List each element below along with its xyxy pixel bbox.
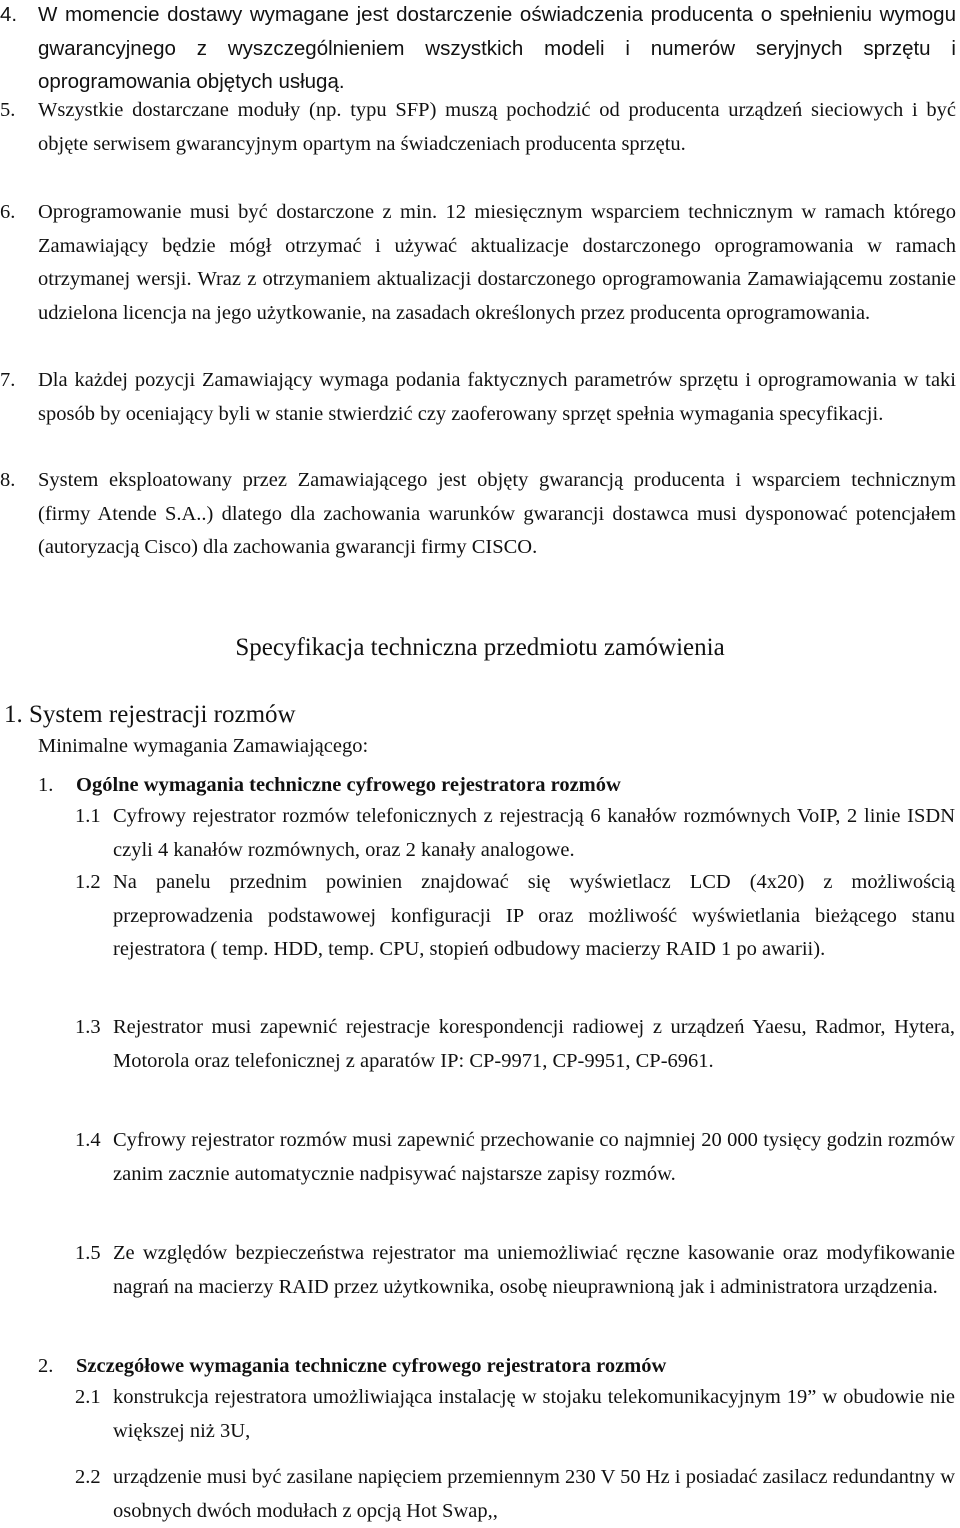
item-text: urządzenie musi być zasilane napięciem przemiennym 230 V 50 Hz i posiadać zasilacz redundantny w osobnych dwóch modułach z opcją Hot Swap,, xyxy=(113,1466,955,1522)
list-item-number: 8. xyxy=(0,469,16,491)
requirement-item-1-1 xyxy=(75,800,955,867)
section-title: System rejestracji rozmów xyxy=(29,701,296,728)
item-number: 2.1 xyxy=(75,1386,101,1408)
list-item-text: Oprogramowanie musi być dostarczone z min. 12 miesięcznym wsparciem technicznym w ramach którego Zamawiający będzie mógł otrzymać i używać aktualizacje dostarczonego oprogramowania w ramach otrzymanej wersji. Wraz z otrzymaniem aktualizacji dostarczonego oprogramowania Zamawiającemu zostanie udzielona licencja na jego użytkowanie, na zasadach określonych przez producenta oprogramowania. xyxy=(38,201,956,325)
item-number: 1.3 xyxy=(75,1016,101,1038)
spec-title: Specyfikacja techniczna przedmiotu zamówienia xyxy=(235,634,725,661)
list-item-6 xyxy=(0,196,956,331)
list-item-5 xyxy=(0,94,956,161)
section-subtitle: Minimalne wymagania Zamawiającego: xyxy=(38,735,369,757)
section-heading xyxy=(4,697,296,733)
requirement-item-2-1 xyxy=(75,1381,955,1448)
item-text: Ze względów bezpieczeństwa rejestrator ma uniemożliwiać ręczne kasowanie oraz modyfikowanie nagrań na macierzy RAID przez użytkownika, osobę nieuprawnioną jak i administratora urządzenia. xyxy=(113,1242,955,1298)
item-number: 2.2 xyxy=(75,1466,101,1488)
subsection-title: Ogólne wymagania techniczne cyfrowego rejestratora rozmów xyxy=(76,774,621,796)
list-item-number: 7. xyxy=(0,369,16,391)
item-number: 1.1 xyxy=(75,805,101,827)
item-number: 1.4 xyxy=(75,1129,101,1151)
subsection-number: 1. xyxy=(38,774,54,796)
item-text: Na panelu przednim powinien znajdować się wyświetlacz LCD (4x20) z możliwością przeprowadzenia podstawowej konfiguracji IP oraz możliwość wyświetlania bieżącego stanu rejestratora ( temp. HDD, temp. CPU, stopień odbudowy macierzy RAID 1 po awarii). xyxy=(113,871,955,960)
requirement-item-2-2 xyxy=(75,1461,955,1528)
subsection-title: Szczegółowe wymagania techniczne cyfrowego rejestratora rozmów xyxy=(76,1355,667,1377)
subsection-heading-1 xyxy=(38,770,621,800)
list-item-number: 6. xyxy=(0,201,16,223)
list-item-number: 4. xyxy=(0,3,18,26)
list-item-number: 5. xyxy=(0,99,16,121)
requirement-item-1-3 xyxy=(75,1011,955,1078)
list-item-8 xyxy=(0,464,956,565)
item-text: Rejestrator musi zapewnić rejestracje korespondencji radiowej z urządzeń Yaesu, Radmor, Hytera, Motorola oraz telefonicznej z aparatów IP: CP-9971, CP-9951, CP-6961. xyxy=(113,1016,955,1072)
item-number: 1.5 xyxy=(75,1242,101,1264)
item-text: Cyfrowy rejestrator rozmów musi zapewnić przechowanie co najmniej 20 000 tysięcy godzin rozmów zanim zacznie automatycznie nadpisywać najstarsze zapisy rozmów. xyxy=(113,1129,955,1185)
list-item-4 xyxy=(0,0,956,99)
list-item-text: System eksploatowany przez Zamawiającego jest objęty gwarancją producenta i wsparciem technicznym (firmy Atende S.A..) dlatego dla zachowania warunków gwarancji dostawca musi dysponować potencjałem (autoryzacją Cisco) dla zachowania gwarancji firmy CISCO. xyxy=(38,469,956,559)
list-item-text: W momencie dostawy wymagane jest dostarczenie oświadczenia producenta o spełnieniu wymogu gwarancyjnego z wyszczególnieniem wszystkich modeli i numerów seryjnych sprzętu i oprogramowania objętych usługą. xyxy=(38,3,956,94)
requirement-item-1-2 xyxy=(75,866,955,967)
list-item-text: Dla każdej pozycji Zamawiający wymaga podania faktycznych parametrów sprzętu i oprogramowania w taki sposób by oceniający byli w stanie stwierdzić czy zaoferowany sprzęt spełnia wymagania specyfikacji. xyxy=(38,369,956,425)
item-text: Cyfrowy rejestrator rozmów telefonicznych z rejestracją 6 kanałów rozmównych VoIP, 2 linie ISDN czyli 4 kanałów rozmównych, oraz 2 kanały analogowe. xyxy=(113,805,955,861)
section-number: 1. xyxy=(4,701,23,728)
subsection-heading-2 xyxy=(38,1351,666,1381)
requirement-item-1-4 xyxy=(75,1124,955,1191)
item-text: konstrukcja rejestratora umożliwiająca instalację w stojaku telekomunikacyjnym 19” w obudowie nie większej niż 3U, xyxy=(113,1386,955,1442)
list-item-text: Wszystkie dostarczane moduły (np. typu SFP) muszą pochodzić od producenta urządzeń sieciowych i być objęte serwisem gwarancyjnym opartym na świadczeniach producenta sprzętu. xyxy=(38,99,956,155)
subsection-number: 2. xyxy=(38,1355,54,1377)
item-number: 1.2 xyxy=(75,871,101,893)
requirement-item-1-5 xyxy=(75,1237,955,1304)
list-item-7 xyxy=(0,364,956,431)
